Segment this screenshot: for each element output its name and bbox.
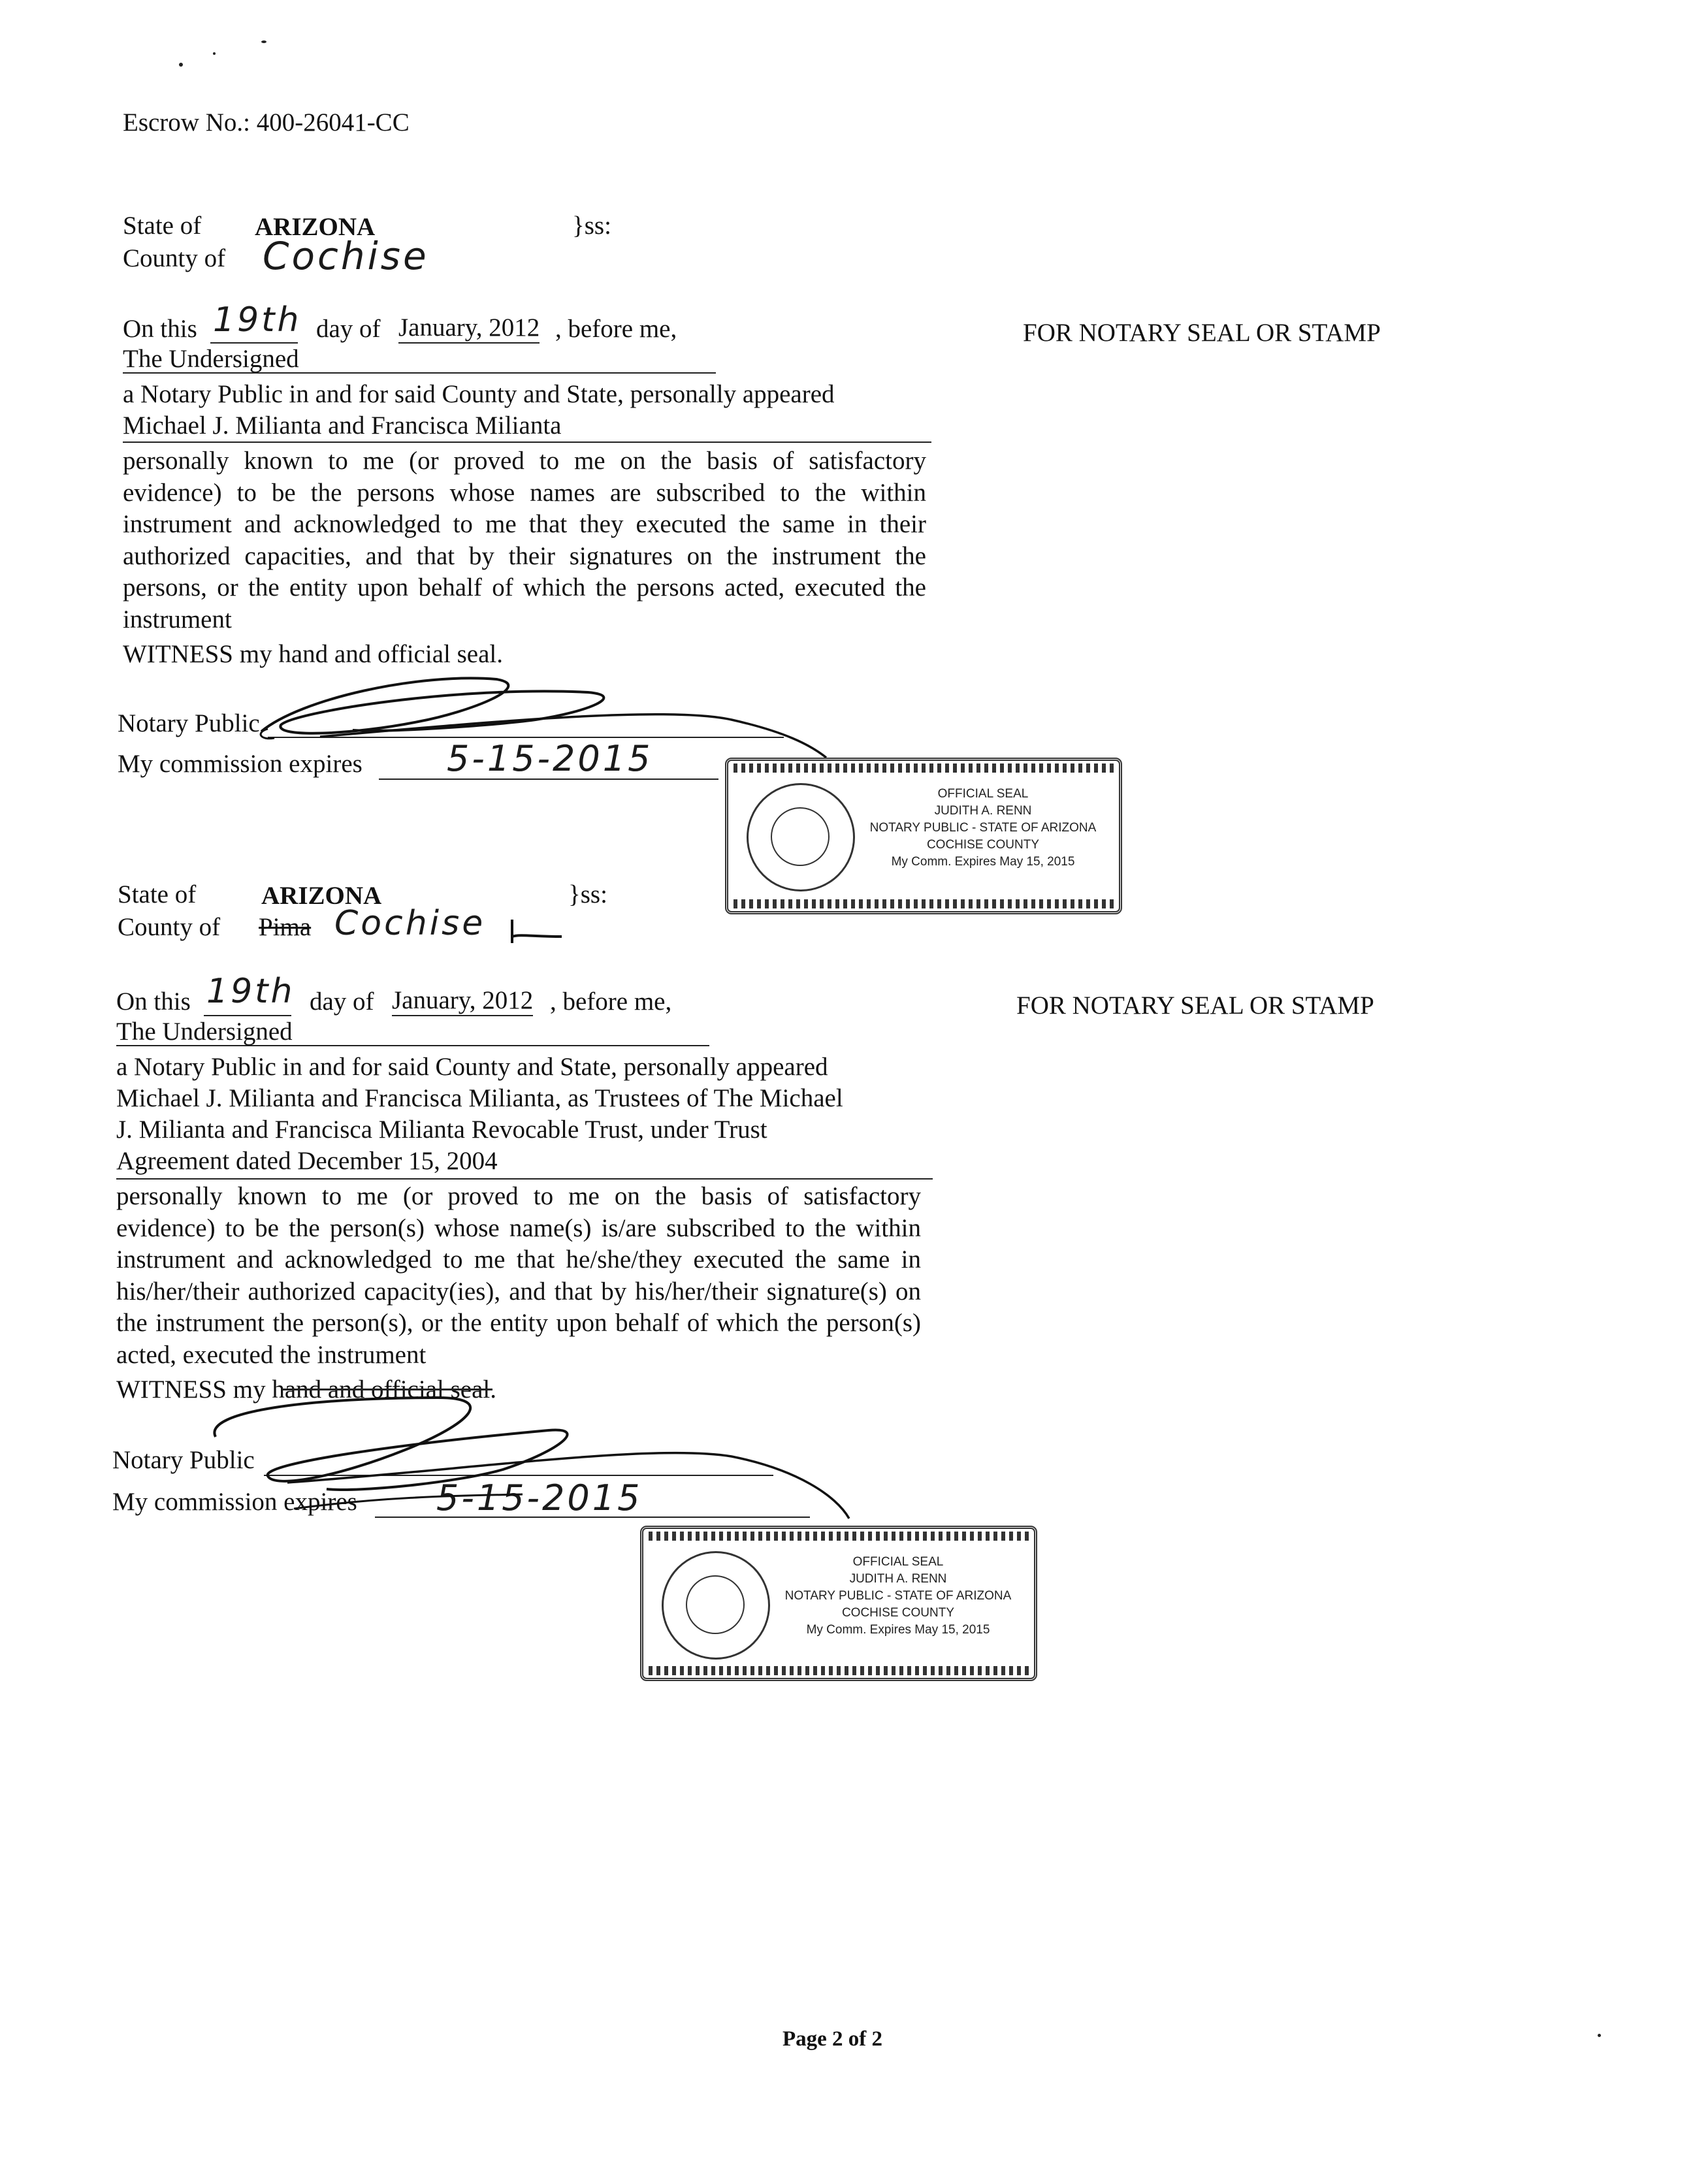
acknowledgment-body: personally known to me (or proved to me on the basis of satisfactory evidence) to be the person(s) whose name(s) is/are subscribed to the within instrument and acknowledged to me that he/she/they executed the same in his/her/their authorized capacity(ies), and that by his/her/their signature(s) on the instrument the person(s), or the entity upon behalf of which the person(s) acted, executed the instrument: [116, 1182, 921, 1369]
county-struck: Pima: [259, 913, 312, 941]
appeared-names: Michael J. Milianta and Francisca Milianta: [123, 411, 562, 440]
commission-underline: [379, 779, 718, 780]
commission-label: My commission expires: [112, 1488, 357, 1516]
seal-line: OFFICIAL SEAL: [937, 787, 1029, 801]
ss-mark: }ss:: [568, 880, 607, 908]
appeared-names: Michael J. Milianta and Francisca Milianta, as Trustees of The Michael: [116, 1084, 843, 1112]
names-underline: [123, 442, 931, 443]
seal-border-bottom: [649, 1666, 1029, 1675]
notary-signature: [196, 1378, 914, 1528]
appeared-names: J. Milianta and Francisca Milianta Revocable Trust, under Trust: [116, 1116, 767, 1144]
seal-line: COCHISE COUNTY: [926, 838, 1040, 852]
county-label: County of: [118, 913, 221, 941]
state-name: ARIZONA: [255, 213, 376, 241]
day-handwritten: 19th: [206, 972, 295, 1011]
seal-line: NOTARY PUBLIC - STATE OF ARIZONA: [869, 821, 1097, 835]
seal-line: My Comm. Expires May 15, 2015: [891, 855, 1075, 869]
names-underline: [116, 1178, 933, 1180]
seal-border-top: [734, 763, 1114, 773]
notary-line: a Notary Public in and for said County and State, personally appeared: [123, 380, 835, 408]
seal-line: JUDITH A. RENN: [849, 1572, 947, 1586]
acknowledgment-body: personally known to me (or proved to me on the basis of satisfactory evidence) to be the persons whose names are subscribed to the within instrument and acknowledged to me that they executed the same in their authorized capacities, and that by their signatures on the instrument the persons, or the entity upon behalf of which the persons acted, executed the instrument: [123, 447, 926, 634]
seal-heading: FOR NOTARY SEAL OR STAMP: [1016, 991, 1374, 1020]
notary-seal-stamp: [725, 758, 1122, 914]
on-this-label: On this: [116, 988, 191, 1016]
ss-mark: }ss:: [572, 212, 611, 240]
seal-border-top: [649, 1532, 1029, 1541]
seal-line: COCHISE COUNTY: [841, 1606, 955, 1620]
undersigned: The Undersigned: [116, 1018, 293, 1046]
state-label: State of: [118, 880, 197, 908]
before-me-label: , before me,: [550, 988, 672, 1016]
state-seal-emblem-icon: [747, 783, 855, 891]
initials-mark: [507, 917, 566, 950]
notary-public-label: Notary Public: [118, 709, 260, 737]
day-handwritten: 19th: [213, 300, 302, 340]
notary-line: a Notary Public in and for said County and State, personally appeared: [116, 1053, 828, 1081]
day-of-label: day of: [310, 988, 374, 1016]
scan-mark: [179, 63, 183, 67]
seal-line: My Comm. Expires May 15, 2015: [806, 1623, 990, 1637]
witness-line: WITNESS my hand and official seal.: [123, 640, 503, 668]
seal-line: NOTARY PUBLIC - STATE OF ARIZONA: [784, 1589, 1012, 1603]
expiry-handwritten: 5-15-2015: [436, 1477, 643, 1518]
scan-mark: [261, 40, 266, 43]
county-label: County of: [123, 244, 226, 272]
seal-border-bottom: [734, 899, 1114, 908]
county-handwritten: Cochise: [334, 904, 486, 943]
notary-seal-stamp: [640, 1526, 1037, 1681]
scan-mark: [213, 52, 216, 55]
seal-line: JUDITH A. RENN: [934, 804, 1032, 818]
notary-signature: [222, 660, 875, 771]
before-me-label: , before me,: [555, 315, 677, 343]
day-of-label: day of: [316, 315, 381, 343]
witness-line: WITNESS my hand and official seal.: [116, 1375, 496, 1404]
month-year: January, 2012: [398, 313, 540, 344]
undersigned-underline: [123, 372, 716, 374]
undersigned: The Undersigned: [123, 345, 299, 373]
state-seal-emblem-icon: [662, 1551, 770, 1660]
state-label: State of: [123, 212, 202, 240]
on-this-label: On this: [123, 315, 197, 343]
county-handwritten: Cochise: [263, 234, 429, 278]
notary-public-label: Notary Public: [112, 1446, 255, 1474]
escrow-number: Escrow No.: 400-26041-CC: [123, 108, 410, 136]
seal-text: [859, 786, 1107, 871]
seal-line: OFFICIAL SEAL: [852, 1555, 944, 1569]
page-number: Page 2 of 2: [782, 2027, 883, 2051]
seal-heading: FOR NOTARY SEAL OR STAMP: [1023, 319, 1381, 347]
month-year: January, 2012: [392, 986, 533, 1016]
state-name: ARIZONA: [261, 882, 382, 910]
commission-label: My commission expires: [118, 750, 363, 778]
expiry-handwritten: 5-15-2015: [447, 738, 653, 779]
seal-text: [774, 1554, 1022, 1639]
appeared-names: Agreement dated December 15, 2004: [116, 1147, 498, 1175]
scan-mark: [1598, 2034, 1601, 2037]
undersigned-underline: [116, 1045, 709, 1046]
